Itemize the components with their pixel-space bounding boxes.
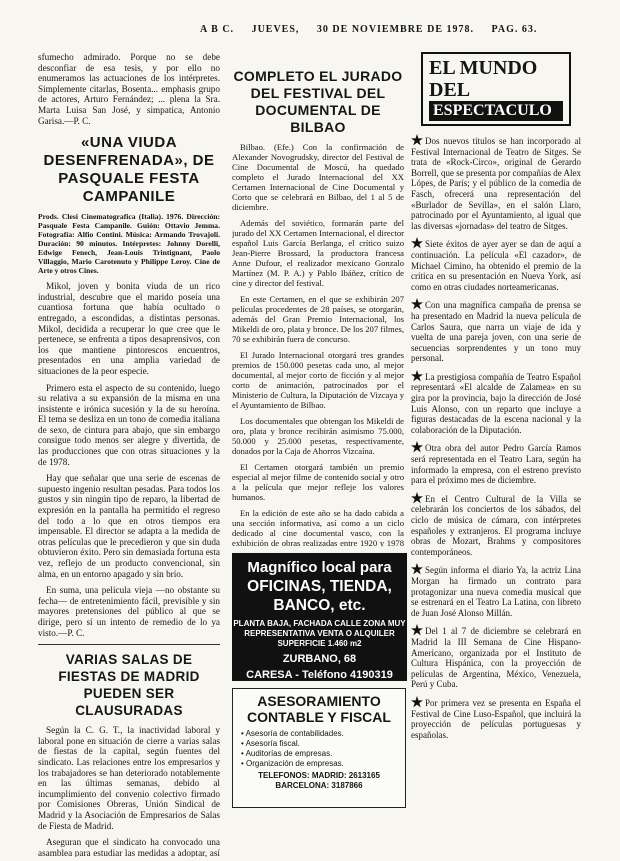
star-icon <box>411 624 423 636</box>
brief-text: Por primera vez se presenta en España el Festival de Cine Luso-Español, que incluirá la proyección de películas portuguesas y españolas. <box>411 697 581 740</box>
ad-service-item: • Auditorías de empresas. <box>241 749 405 759</box>
news-brief <box>411 563 581 618</box>
ad-phone: CARESA - Teléfono 4190319 <box>246 669 393 681</box>
review-paragraph: Mikol, joven y bonita viuda de un rico industrial, descubre que el marido poseía una cuantiosa fortuna que había ocultado o entregado, a escondidas, a distintas personas. Mikol, decidida a recuperar lo que cree que le pertenece, se enfrenta a tipos desaprensivos, con los que mantiene pintorescos encuentros, presentados en una amplia variedad de situaciones de la peor especie. <box>38 281 220 376</box>
real-estate-ad <box>232 553 407 681</box>
column-left <box>38 52 220 857</box>
column-right <box>411 52 581 860</box>
star-icon <box>411 441 423 453</box>
brief-text: Con una magnífica campaña de prensa se ha presentado en Madrid la nueva película de Carlos Saura, que narra un viaje de ida y vuelta de una pareja joven, con una serie de secuencias sorprendentes y un tono muy personal. <box>411 300 581 364</box>
review-credits: Prods. Clesi Cinematografica (Italia). 1976. Dirección: Pasquale Festa Campanile. Guión: Ottavio Jemma. Fotografía: Alfio Contini. Música: Armando Trovajoli. Duración: 90 minutos. Intérpretes: Johnny Dorelli, Edwige Fenech, Jean-Louis Trintignant, Paolo Villaggio, Mario Carotenuto y Philippe Leroy. Cine de Arte y otros Cines. <box>38 212 220 276</box>
review-paragraph: En suma, una película vieja —no obstante su fecha— de entretenimiento fácil, previsible y sin mayores pretensiones del público al que se dirige, pero sí un intento de remedio de lo ya visto.—P. C. <box>38 585 220 638</box>
brief-text: Del 1 al 7 de diciembre se celebrará en Madrid la III Semana de Cine Hispano-Americano, organizada por el Instituto de Cultura Hispánica, con la proyección de películas de Argentina, México, Venezuela, Perú y Cuba. <box>411 626 581 690</box>
ad-address: ZURBANO, 68 <box>282 653 357 665</box>
section-logo-line: EL MUNDO <box>429 57 538 79</box>
news-brief <box>411 237 581 292</box>
previous-article-tail: sfumecho admirado. Porque no se debe desconfiar de esa tesis, y por ello no enumeramos las actuaciones de los intérpretes. Simplemente citarlas, Bosenta... emphasis grupo de actores, Arturo Fernández; ... plena la Sra. Marta Luisa San José, y simpatica, Antonio Garisa.—P. C. <box>38 52 220 126</box>
star-icon <box>411 492 423 504</box>
ad-phones-barcelona: BARCELONA: 3187866 <box>275 781 363 790</box>
ad-uses: OFICINAS, TIENDA, BANCO, etc. <box>247 578 392 614</box>
brief-text: Según informa el diario Ya, la actriz Lina Morgan ha firmado un contrato para protagonizar una nueva comedia musical que se estrenará en el Teatro La Latina, con libreto de Juan José Alonso Millán. <box>411 565 581 618</box>
review-paragraph: Hay que señalar que una serie de escenas de supuesto ingenio resultan pesadas. Para todos los gustos y sin ningún tipo de reparo, la libertad de expresión en la pantalla ha permitido el regreso del todo a lo que en otros tiempos era impensable. El director se adapta a la medida de otras películas que le precedieron y que sin duda obtuvieron éxito. Pero sin demasiada fortuna esta vez, reflejo de un producto convencional, sin alma, en un entorno apagado y sin brío. <box>38 473 220 579</box>
ad-details: PLANTA BAJA, FACHADA CALLE ZONA MUY REPRESENTATIVA VENTA O ALQUILER SUPERFICIE 1.460 m2 <box>233 619 406 648</box>
festival-paragraph: En este Certamen, en el que se exhibirán 207 películas procedentes de 28 países, se otorgarán, además del Gran Premio Internacional, los Mikeldi de oro, plata y bronce. De los 207 filmes, 70 se exhibirán fuera de concurso. <box>232 294 404 344</box>
festival-paragraph: En la edición de este año se ha dado cabida a una sección informativa, así como a un ciclo dedicado al cine documental vasco, con la exhibición de obras realizadas entre 1920 y 1978 <box>232 508 404 547</box>
brief-text: Siete éxitos de ayer ayer se dan de aquí a continuación. La película «El cazador», de Michael Cimino, ha obtenido el premio de la crítica en su presentación en Nueva York, así como en otras ciudades norteamericanas. <box>411 239 581 292</box>
news-brief <box>411 441 581 485</box>
brief-text: La prestigiosa compañía de Teatro Español representará «El alcalde de Zalamea» en su gira por la provincia, bajo la dirección de José Luis Alonso, con un reparto que incluye a figuras destacadas de la escena nacional y la colaboración de la Diputación. <box>411 371 581 435</box>
festival-paragraph: El Jurado Internacional otorgará tres grandes premios de 150.000 pesetas cada uno, al mejor documental, al mejor corto de ficción y al mejor corto de animación, patrocinados por el Ministerio de Cultura, la Diputación de Vizcaya y el Ayuntamiento de Bilbao. <box>232 350 404 410</box>
review-paragraph: Primero esta el aspecto de su contenido, luego su relativa a su expansión de la misma en una insistente e irónica sucesión y la de su heroína. El tema se desliza en un tono de comedia italiana de sexo, de cintura para abajo, que sin embargo consigue todo menos ser alegre y divertida, de las producciones que con otras situaciones y la de 1978. <box>38 382 220 467</box>
festival-paragraph: Los documentales que obtengan los Mikeldi de oro, plata y bronce recibirán asimismo 75.000, 50.000 y 25.000 pesetas, respectivamente, donados por la Caja de Ahorros Vizcaína. <box>232 416 404 456</box>
news-paragraph: Según la C. G. T., la inactividad laboral y laboral pone en situación de cierre a varias salas de fiestas de la capital, según fuentes del sindicato. Las relaciones entre los empresarios y los trabajadores se han deteriorado notablemente en las últimas semanas, debido al incumplimiento del convenio colectivo firmado por Comisiones Obreras, Unión Sindical de Madrid y la Asociación de Empresarios de Salas de Fiesta de Madrid. <box>38 725 220 831</box>
page-number: PAG. 63. <box>491 24 538 35</box>
column-middle <box>232 52 404 547</box>
section-logo-line: DEL <box>429 79 471 101</box>
star-icon <box>411 370 423 382</box>
news-title: VARIAS SALAS DE FIESTAS DE MADRID PUEDEN SER CLAUSURADAS <box>58 652 200 719</box>
festival-paragraph: Bilbao. (Efe.) Con la confirmación de Alexander Novogrudsky, director del Festival de Cine Documental de Moscú, ha quedado completo el Jurado Internacional del XX Certamen Internacional de Cine Documental y Corto que se celebrará en Bilbao, del 1 al 5 de diciembre. <box>232 142 404 212</box>
header-date: 30 DE NOVIEMBRE DE 1978. <box>316 24 474 35</box>
star-icon <box>411 134 423 146</box>
star-icon <box>411 237 423 249</box>
star-icon <box>411 298 423 310</box>
section-logo-box <box>421 52 571 126</box>
news-brief <box>411 492 581 558</box>
brief-text: Otra obra del autor Pedro García Ramos será representada en el Teatro Lara, según ha informado la empresa, con el estreno previsto para el próximo mes de diciembre. <box>411 443 581 486</box>
news-brief <box>411 624 581 690</box>
review-title: «UNA VIUDA DESENFRENADA», DE PASQUALE FESTA CAMPANILE <box>43 134 215 206</box>
news-brief <box>411 298 581 364</box>
news-brief <box>411 370 581 436</box>
brief-text: Dos nuevos títulos se han incorporado al Festival Internacional de Teatro de Sitges. Se trata de «Rock-Circo», original de Gerardo Borrell, que se presenta por compañías de Alex Lópes, de París; y el público de la comedia de Fasch, ofrecerá una representación del «Burlador de Sevilla», en el salón Llaro, patrocinado por el Ayuntamiento, al igual que las diversas «jornadas» del teatro de Sitges. <box>411 136 581 231</box>
ad-phones-madrid: TELEFONOS: MADRID: 2613165 <box>258 771 380 780</box>
newspaper-name: A B C. <box>200 24 235 35</box>
page-header <box>200 24 560 35</box>
news-paragraph: Aseguran que el sindicato ha convocado una asamblea para estudiar las medidas a adoptar, así <box>38 837 220 857</box>
ad-service-item: • Asesoría de contabilidades. <box>241 729 405 739</box>
section-logo-line: ESPECTACULO <box>429 101 563 121</box>
divider <box>38 644 220 645</box>
ad-title: ASESORAMIENTO CONTABLE Y FISCAL <box>247 693 391 725</box>
news-brief <box>411 134 581 231</box>
ad-headline: Magnífico local para <box>247 559 392 576</box>
brief-text: En el Centro Cultural de la Villa se celebrarán los conciertos de los sábados, del ciclo de música de cámara, con intérpretes españoles y extranjeros. El programa incluye obras de Mozart, Brahms y compositores contemporáneos. <box>411 493 581 557</box>
ad-services-list <box>241 729 405 769</box>
festival-title: COMPLETO EL JURADO DEL FESTIVAL DEL DOCUMENTAL DE BILBAO <box>233 68 403 135</box>
news-brief <box>411 696 581 740</box>
festival-paragraph: Además del soviético, formarán parte del jurado del XX Certamen Internacional, el director español Luis García Berlanga, el crítico suizo Jean-Pierre Brossard, la productora francesa Anne Dufour, el realizador mexicano Gonzalo Martínez (M. P. A.) y Pablo Ibáñez, crítico de cine y director del festival. <box>232 218 404 288</box>
ad-service-item: • Organización de empresas. <box>241 759 405 769</box>
header-day: JUEVES, <box>251 24 300 35</box>
accounting-ad <box>232 688 406 808</box>
ad-service-item: • Asesoría fiscal. <box>241 739 405 749</box>
star-icon <box>411 563 423 575</box>
festival-paragraph: El Certamen otorgará también un premio especial al mejor filme de contenido social y otro a la película que mejor refleje los valores humanos. <box>232 462 404 502</box>
star-icon <box>411 696 423 708</box>
